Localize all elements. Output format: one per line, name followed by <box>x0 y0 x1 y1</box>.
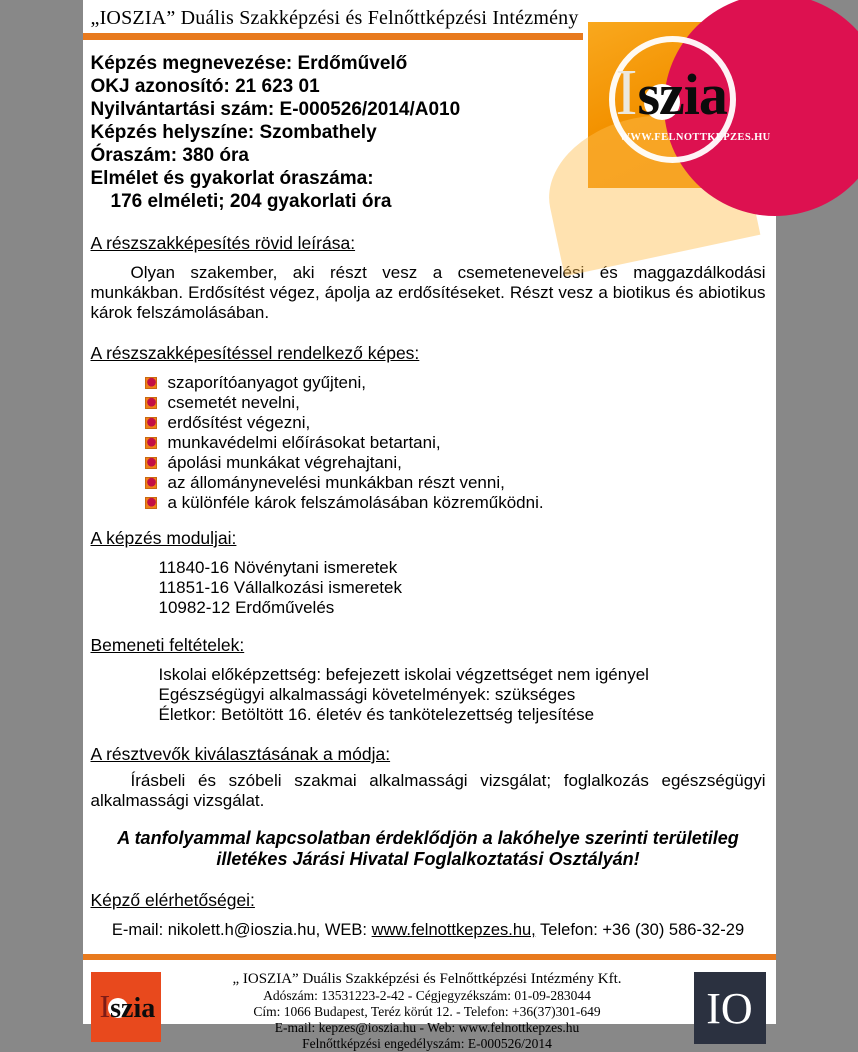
contact-heading: Képző elérhetőségei: <box>91 890 766 911</box>
skills-heading: A részszakképesítéssel rendelkező képes: <box>91 343 766 364</box>
course-line-location: Képzés helyszíne: Szombathely <box>91 121 576 144</box>
modules-list <box>159 558 766 618</box>
list-item: 11851-16 Vállalkozási ismeretek <box>159 578 766 598</box>
ioszia-logo <box>588 22 771 188</box>
course-line-registry: Nyilvántartási szám: E-000526/2014/A010 <box>91 98 576 121</box>
footer <box>83 960 776 1052</box>
list-item: 11840-16 Növénytani ismeretek <box>159 558 766 578</box>
selection-paragraph: Írásbeli és szóbeli szakmai alkalmassági vizsgálat; foglalkozás egészségügyi alkalmassági vizsgálat. <box>91 771 766 811</box>
entry-list <box>159 665 766 725</box>
skills-list <box>145 373 766 513</box>
selection-heading: A résztvevők kiválasztásának a módja: <box>91 744 766 765</box>
ioszia-bullet-icon <box>145 437 157 449</box>
contact-email-text: E-mail: nikolett.h@ioszia.hu, WEB: <box>112 921 372 939</box>
course-line-theory-practice-label: Elmélet és gyakorlat óraszáma: <box>91 167 576 190</box>
skill-label: ápolási munkákat végrehajtani, <box>168 453 402 473</box>
web-link[interactable]: www.felnottkepzes.hu, <box>372 921 536 939</box>
footer-company-info <box>169 969 686 1052</box>
modules-heading: A képzés moduljai: <box>91 528 766 549</box>
list-item <box>145 433 766 453</box>
skill-label: a különféle károk felszámolásában közreműködni. <box>168 493 544 513</box>
skill-label: az állománynevelési munkákban részt venni, <box>168 473 505 493</box>
header-divider <box>83 33 583 40</box>
footer-address-line: Cím: 1066 Budapest, Teréz körút 12. - Telefon: +36(37)301-649 <box>169 1004 686 1020</box>
logo-website-text: WWW.FELNOTTKEPZES.HU <box>620 132 771 143</box>
skill-label: szaporítóanyagot gyűjteni, <box>168 373 366 393</box>
logo-letters-szia: szia <box>637 62 726 127</box>
list-item: 10982-12 Erdőművelés <box>159 598 766 618</box>
description-paragraph: Olyan szakember, aki részt vesz a csemetenevelési és maggazdálkodási munkákban. Erdősítést végez, ápolja az erdősítéseket. Részt vesz a biotikus és abiotikus károk felszámolásában. <box>91 263 766 323</box>
logo-letter-i: I <box>616 56 638 129</box>
footer-email-line: E-mail: kepzes@ioszia.hu - Web: www.felnottkepzes.hu <box>169 1020 686 1036</box>
contact-line <box>91 921 766 940</box>
list-item <box>145 453 766 473</box>
course-line-hours: Óraszám: 380 óra <box>91 144 576 167</box>
header-title: „IOSZIA” Duális Szakképzési és Felnőttképzési Intézmény <box>83 0 776 30</box>
skill-label: csemetét nevelni, <box>168 393 300 413</box>
notice-text: A tanfolyammal kapcsolatban érdeklődjön a lakóhelye szerinti területileg illetékes Járási Hivatal Foglalkoztatási Osztályán! <box>115 828 742 870</box>
footer-io-logo: IO <box>694 972 766 1044</box>
flyer-page <box>83 0 776 1024</box>
course-line-theory-practice-value: 176 elméleti; 204 gyakorlati óra <box>91 190 576 213</box>
description-heading: A részszakképesítés rövid leírása: <box>91 233 766 254</box>
list-item: Egészségügyi alkalmassági követelmények: szükséges <box>159 685 766 705</box>
list-item: Iskolai előképzettség: befejezett iskolai végzettséget nem igényel <box>159 665 766 685</box>
course-line-okj: OKJ azonosító: 21 623 01 <box>91 75 576 98</box>
ioszia-bullet-icon <box>145 397 157 409</box>
skill-label: erdősítést végezni, <box>168 413 311 433</box>
ioszia-bullet-icon <box>145 477 157 489</box>
entry-heading: Bemeneti feltételek: <box>91 635 766 656</box>
ioszia-bullet-icon <box>145 457 157 469</box>
footer-license-line: Felnőttképzési engedélyszám: E-000526/2014 <box>169 1036 686 1052</box>
ioszia-bullet-icon <box>145 497 157 509</box>
logo-wordmark <box>616 60 727 126</box>
list-item <box>145 373 766 393</box>
list-item <box>145 493 766 513</box>
course-line-name: Képzés megnevezése: Erdőművelő <box>91 52 576 75</box>
footer-ioszia-logo <box>91 972 161 1042</box>
footer-logo-letters-szia: szia <box>110 993 155 1024</box>
ioszia-bullet-icon <box>145 377 157 389</box>
footer-logo-letter-i: I <box>100 988 111 1024</box>
footer-tax-line: Adószám: 13531223-2-42 - Cégjegyzékszám: 01-09-283044 <box>169 988 686 1004</box>
list-item: Életkor: Betöltött 16. életév és tankötelezettség teljesítése <box>159 705 766 725</box>
footer-logo-wordmark <box>100 990 156 1023</box>
list-item <box>145 473 766 493</box>
footer-company-name: „ IOSZIA” Duális Szakképzési és Felnőttképzési Intézmény Kft. <box>169 971 686 987</box>
skill-label: munkavédelmi előírásokat betartani, <box>168 433 441 453</box>
list-item <box>145 413 766 433</box>
list-item <box>145 393 766 413</box>
course-info <box>91 52 576 213</box>
contact-phone-text: Telefon: +36 (30) 586-32-29 <box>536 921 744 939</box>
content <box>83 233 776 940</box>
ioszia-bullet-icon <box>145 417 157 429</box>
